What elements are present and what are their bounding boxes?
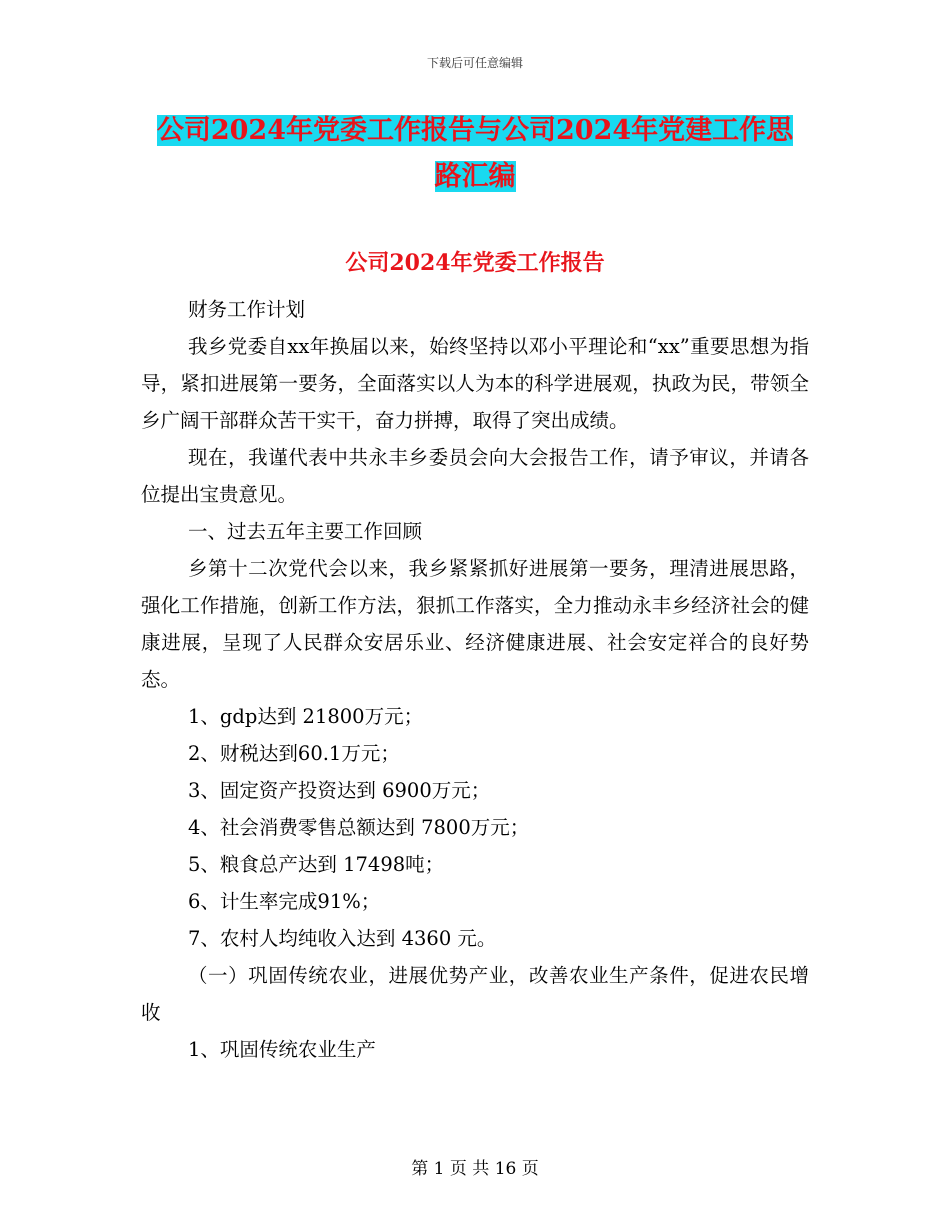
list-item: 3、固定资产投资达到 6900万元； xyxy=(188,779,491,802)
paragraph: 我乡党委自xx年换届以来，始终坚持以邓小平理论和“xx”重要思想为指导，紧扣进展第一要务，全面落实以人为本的科学进展观，执政为民，带领全乡广阔干部群众苦干实干，奋力拼搏，取得了突出成绩。 xyxy=(141,335,809,432)
list-item: 1、gdp达到 21800万元； xyxy=(188,705,424,728)
document-title xyxy=(0,108,950,200)
section-title: 公司2024年党委工作报告 xyxy=(345,250,605,276)
paragraph: 一、过去五年主要工作回顾 xyxy=(188,520,423,543)
paragraph: 财务工作计划 xyxy=(188,298,306,321)
document-title-line-1: 公司2024年党委工作报告与公司2024年党建工作思 xyxy=(156,115,794,146)
list-item: 1、巩固传统农业生产 xyxy=(188,1038,376,1061)
paragraph: 现在，我谨代表中共永丰乡委员会向大会报告工作，请予审议，并请各位提出宝贵意见。 xyxy=(141,446,809,506)
list-item: 7、农村人均纯收入达到 4360 元。 xyxy=(188,927,497,950)
document-title-line-2: 路汇编 xyxy=(434,161,516,192)
list-item: 5、粮食总产达到 17498吨； xyxy=(188,853,445,876)
paragraph: （一）巩固传统农业，进展优势产业，改善农业生产条件，促进农民增收 xyxy=(141,964,809,1024)
list-item: 2、财税达到60.1万元； xyxy=(188,742,400,765)
list-item: 6、计生率完成91%； xyxy=(188,890,381,913)
document-body xyxy=(141,291,809,1068)
paragraph: 乡第十二次党代会以来，我乡紧紧抓好进展第一要务，理清进展思路，强化工作措施，创新工作方法，狠抓工作落实，全力推动永丰乡经济社会的健康进展，呈现了人民群众安居乐业、经济健康进展、社会安定祥合的良好势态。 xyxy=(141,557,809,691)
list-item: 4、社会消费零售总额达到 7800万元； xyxy=(188,816,530,839)
page-footer: 第 1 页 共 16 页 xyxy=(411,1159,539,1179)
header-note: 下载后可任意编辑 xyxy=(426,56,523,70)
